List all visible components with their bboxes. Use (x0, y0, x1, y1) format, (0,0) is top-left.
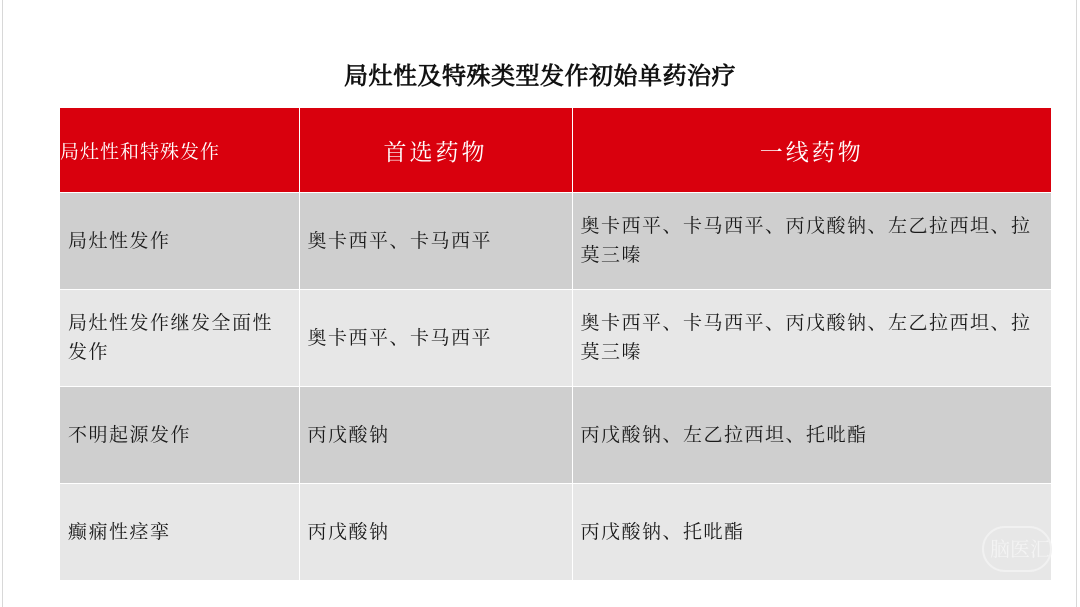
cell-preferred-drug: 丙戊酸钠 (299, 387, 572, 484)
cell-first-line-drug: 奥卡西平、卡马西平、丙戊酸钠、左乙拉西坦、拉莫三嗪 (572, 193, 1051, 290)
table-header-row (60, 108, 1051, 193)
table-row (60, 193, 1051, 290)
right-edge-divider (1076, 0, 1077, 607)
cell-first-line-drug: 奥卡西平、卡马西平、丙戊酸钠、左乙拉西坦、拉莫三嗪 (572, 290, 1051, 387)
header-first-line-drug: 一线药物 (572, 108, 1051, 193)
header-preferred-drug: 首选药物 (299, 108, 572, 193)
cell-first-line-drug: 丙戊酸钠、托吡酯 (572, 484, 1051, 581)
table-row (60, 387, 1051, 484)
cell-seizure-type: 不明起源发作 (60, 387, 299, 484)
left-edge-divider (2, 0, 3, 607)
cell-preferred-drug: 奥卡西平、卡马西平 (299, 193, 572, 290)
drug-table (60, 108, 1051, 580)
cell-preferred-drug: 丙戊酸钠 (299, 484, 572, 581)
watermark-logo: 脑医汇 (982, 526, 1052, 572)
header-seizure-type: 局灶性和特殊发作 (60, 108, 299, 193)
cell-seizure-type: 局灶性发作 (60, 193, 299, 290)
table-row (60, 290, 1051, 387)
table-row (60, 484, 1051, 581)
cell-first-line-drug: 丙戊酸钠、左乙拉西坦、托吡酯 (572, 387, 1051, 484)
cell-seizure-type: 癫痫性痉挛 (60, 484, 299, 581)
cell-preferred-drug: 奥卡西平、卡马西平 (299, 290, 572, 387)
cell-seizure-type: 局灶性发作继发全面性发作 (60, 290, 299, 387)
slide-title: 局灶性及特殊类型发作初始单药治疗 (344, 62, 736, 90)
